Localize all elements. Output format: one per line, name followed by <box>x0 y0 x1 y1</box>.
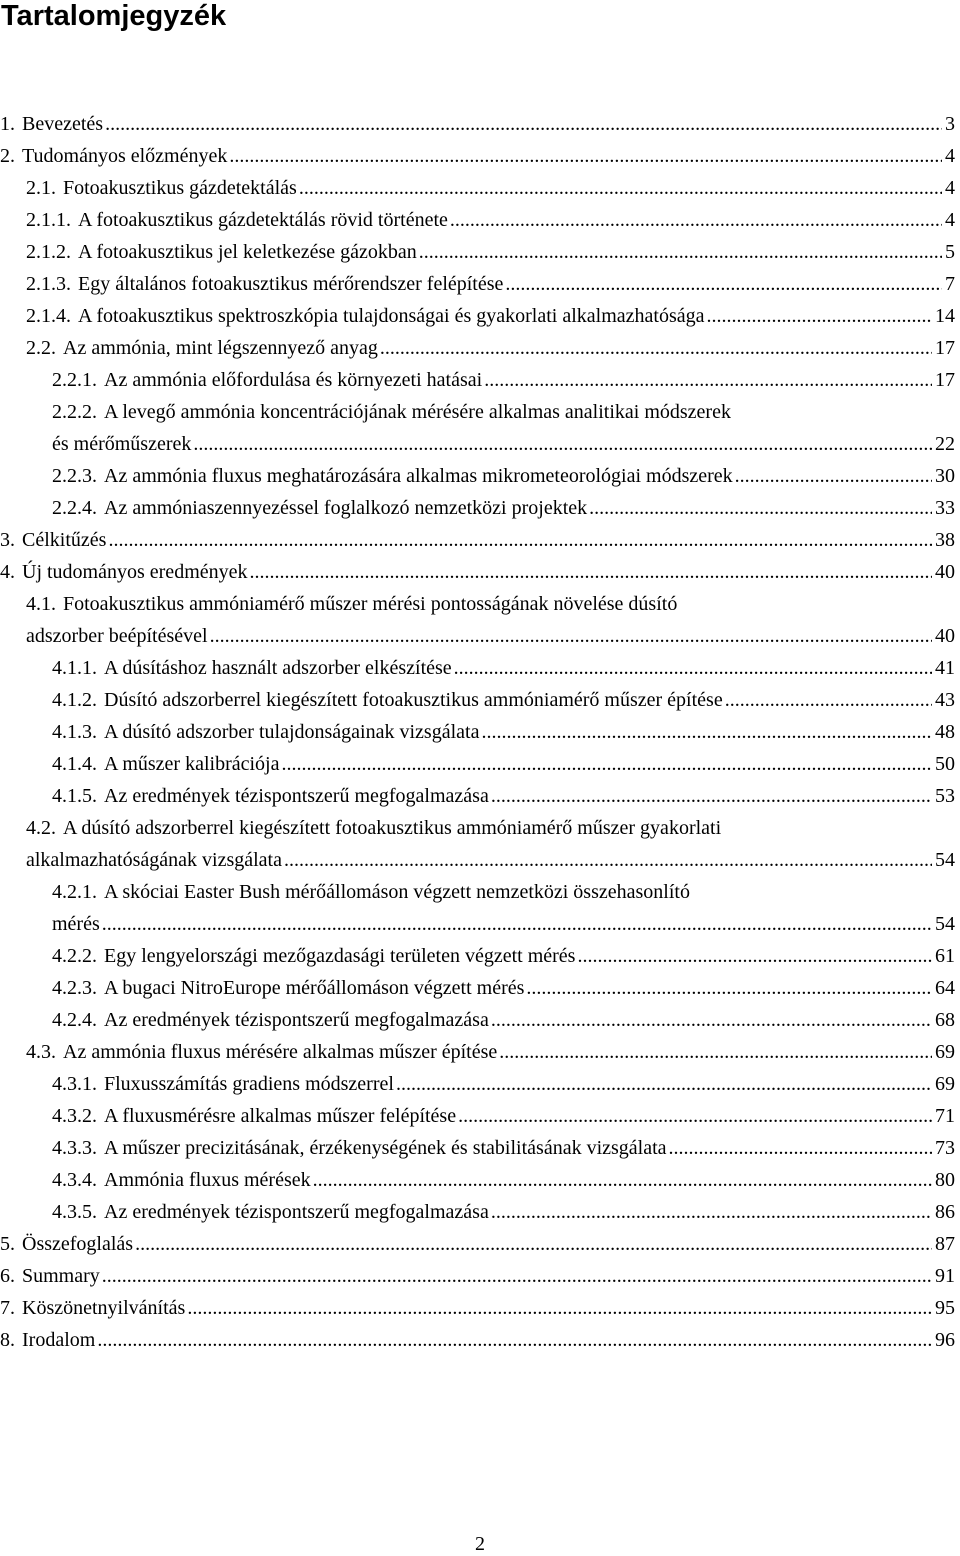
toc-entry-page: 17 <box>935 369 955 391</box>
toc-entry[interactable] <box>0 876 960 940</box>
toc-entry-title: A dúsító adszorberrel kiegészített fotoakusztikus ammóniamérő műszer gyakorlati <box>63 817 722 839</box>
toc-entry-page: 54 <box>935 913 955 935</box>
toc-entry-number: 3. <box>0 529 15 551</box>
toc-entry-number: 4.1.4. <box>52 753 97 775</box>
toc-entry[interactable] <box>0 364 960 396</box>
dot-leader <box>282 748 933 780</box>
toc-entry-line <box>0 1260 960 1292</box>
toc-entry-page: 7 <box>945 273 955 295</box>
toc-entry-number: 4.3.5. <box>52 1201 97 1223</box>
toc-entry-line <box>0 204 960 236</box>
toc-entry[interactable] <box>0 748 960 780</box>
toc-entry-line <box>0 1004 960 1036</box>
toc-entry-number: 2.2.4. <box>52 497 97 519</box>
toc-entry[interactable] <box>0 1324 960 1356</box>
toc-entry-title: Az eredmények tézispontszerű megfogalmazása <box>104 785 489 807</box>
toc-entry-number: 2.2.3. <box>52 465 97 487</box>
toc-entry-title: Köszönetnyilvánítás <box>22 1297 186 1319</box>
dot-leader <box>102 908 932 940</box>
toc-entry-number: 1. <box>0 113 15 135</box>
toc-entry-line <box>0 716 960 748</box>
toc-entry-title: Fotoakusztikus gázdetektálás <box>63 177 297 199</box>
toc-entry-page: 38 <box>935 529 955 551</box>
toc-entry-title: Az eredmények tézispontszerű megfogalmazása <box>104 1201 489 1223</box>
toc-entry[interactable] <box>0 300 960 332</box>
toc-entry-number: 5. <box>0 1233 15 1255</box>
toc-entry-page: 50 <box>935 753 955 775</box>
toc-entry-number: 4.1. <box>26 593 56 615</box>
toc-entry[interactable] <box>0 108 960 140</box>
toc-entry-title: Az eredmények tézispontszerű megfogalmazása <box>104 1009 489 1031</box>
dot-leader <box>454 652 932 684</box>
toc-entry-title: Tudományos előzmények <box>22 145 228 167</box>
toc-entry[interactable] <box>0 172 960 204</box>
toc-entry-title: Az ammóniaszennyezéssel foglalkozó nemzetközi projektek <box>104 497 588 519</box>
dot-leader <box>735 460 932 492</box>
toc-entry-line <box>0 108 960 140</box>
toc-entry-page: 69 <box>935 1073 955 1095</box>
toc-entry-continuation-line <box>0 620 960 652</box>
dot-leader <box>491 1004 932 1036</box>
toc-entry-page: 14 <box>935 305 955 327</box>
toc-entry-title: A levegő ammónia koncentrációjának mérésére alkalmas analitikai módszerek <box>104 401 731 423</box>
toc-entry-continuation-line <box>0 908 960 940</box>
toc-entry-page: 69 <box>935 1041 955 1063</box>
toc-entry-number: 4.2.3. <box>52 977 97 999</box>
toc-entry-page: 73 <box>935 1137 955 1159</box>
toc-entry-number: 4.3.3. <box>52 1137 97 1159</box>
dot-leader <box>707 300 933 332</box>
toc-entry-page: 54 <box>935 849 955 871</box>
toc-entry[interactable] <box>0 1260 960 1292</box>
toc-entry-line <box>0 1132 960 1164</box>
dot-leader <box>481 716 932 748</box>
dot-leader <box>193 428 932 460</box>
toc-entry-line <box>0 1164 960 1196</box>
toc-entry-number: 2.1.4. <box>26 305 71 327</box>
toc-entry[interactable] <box>0 204 960 236</box>
toc-entry-number: 8. <box>0 1329 15 1351</box>
toc-entry-page: 41 <box>935 657 955 679</box>
toc-entry-line <box>0 1292 960 1324</box>
toc-entry[interactable] <box>0 524 960 556</box>
toc-entry-first-line <box>0 396 960 428</box>
toc-entry-page: 43 <box>935 689 955 711</box>
toc-entry-line <box>0 940 960 972</box>
toc-entry-title: Irodalom <box>22 1329 96 1351</box>
toc-entry-page: 68 <box>935 1009 955 1031</box>
toc-entry-title: Az ammónia fluxus mérésére alkalmas műszer építése <box>63 1041 498 1063</box>
toc-entry-title: Bevezetés <box>22 113 104 135</box>
toc-entry[interactable] <box>0 1164 960 1196</box>
toc-entry-page: 53 <box>935 785 955 807</box>
dot-leader <box>105 108 942 140</box>
toc-entry-number: 4.3.2. <box>52 1105 97 1127</box>
dot-leader <box>135 1228 932 1260</box>
toc-entry-title-continuation: adszorber beépítésével <box>26 625 208 647</box>
dot-leader <box>108 524 932 556</box>
toc-entry-line <box>0 1196 960 1228</box>
toc-entry-number: 2.2.2. <box>52 401 97 423</box>
toc-entry-number: 4.3. <box>26 1041 56 1063</box>
toc-entry-line <box>0 172 960 204</box>
toc-entry[interactable] <box>0 332 960 364</box>
toc-entry-continuation-line <box>0 844 960 876</box>
toc-entry-line <box>0 556 960 588</box>
toc-entry-title: Egy általános fotoakusztikus mérőrendszer felépítése <box>78 273 504 295</box>
toc-entry-number: 4.2.2. <box>52 945 97 967</box>
toc-entry-page: 5 <box>945 241 955 263</box>
toc-entry-line <box>0 972 960 1004</box>
toc-entry-page: 95 <box>935 1297 955 1319</box>
toc-entry-first-line <box>0 876 960 908</box>
toc-entry-line <box>0 748 960 780</box>
dot-leader <box>396 1068 932 1100</box>
page-title: Tartalomjegyzék <box>1 0 227 32</box>
toc-entry-title: Az ammónia, mint légszennyező anyag <box>63 337 378 359</box>
dot-leader <box>187 1292 932 1324</box>
toc-entry-line <box>0 1100 960 1132</box>
toc-entry-page: 48 <box>935 721 955 743</box>
toc-entry-line <box>0 268 960 300</box>
toc-entry-number: 4.2.4. <box>52 1009 97 1031</box>
toc-entry-line <box>0 300 960 332</box>
dot-leader <box>499 1036 932 1068</box>
toc-entry-line <box>0 364 960 396</box>
toc-entry[interactable] <box>0 1132 960 1164</box>
toc-entry[interactable] <box>0 1292 960 1324</box>
toc-entry-first-line <box>0 588 960 620</box>
toc-entry-title: Egy lengyelországi mezőgazdasági területen végzett mérés <box>104 945 576 967</box>
toc-entry-page: 30 <box>935 465 955 487</box>
dot-leader <box>484 364 932 396</box>
toc-entry-title: A fotoakusztikus jel keletkezése gázokban <box>78 241 417 263</box>
toc-entry-number: 4.2. <box>26 817 56 839</box>
toc-entry[interactable] <box>0 460 960 492</box>
toc-entry-page: 87 <box>935 1233 955 1255</box>
dot-leader <box>669 1132 932 1164</box>
toc-entry[interactable] <box>0 236 960 268</box>
dot-leader <box>589 492 932 524</box>
toc-entry-title-continuation: alkalmazhatóságának vizsgálata <box>26 849 282 871</box>
toc-entry-number: 4.1.1. <box>52 657 97 679</box>
toc-entry-title: A dúsító adszorber tulajdonságainak vizsgálata <box>104 721 480 743</box>
dot-leader <box>299 172 942 204</box>
toc-entry-line <box>0 1228 960 1260</box>
toc-entry[interactable] <box>0 1036 960 1068</box>
toc-entry-page: 80 <box>935 1169 955 1191</box>
toc-entry-title: Összefoglalás <box>22 1233 134 1255</box>
dot-leader <box>229 140 942 172</box>
toc-entry-page: 61 <box>935 945 955 967</box>
toc-entry-page: 33 <box>935 497 955 519</box>
toc-entry-line <box>0 652 960 684</box>
toc-entry[interactable] <box>0 972 960 1004</box>
toc-entry-title: A fluxusmérésre alkalmas műszer felépítése <box>104 1105 457 1127</box>
toc-entry-line <box>0 460 960 492</box>
toc-entry-line <box>0 1068 960 1100</box>
toc-entry-number: 2.1. <box>26 177 56 199</box>
toc-entry-line <box>0 684 960 716</box>
toc-entry-first-line <box>0 812 960 844</box>
toc-entry-title: A műszer kalibrációja <box>104 753 280 775</box>
toc-entry-continuation-line <box>0 428 960 460</box>
toc-entry-number: 4.1.3. <box>52 721 97 743</box>
toc-entry[interactable] <box>0 780 960 812</box>
toc-entry-line <box>0 780 960 812</box>
toc-entry-line <box>0 1036 960 1068</box>
dot-leader <box>284 844 932 876</box>
toc-entry[interactable] <box>0 940 960 972</box>
toc-entry-title: Summary <box>22 1265 100 1287</box>
toc-entry-line <box>0 492 960 524</box>
toc-entry-title-continuation: mérés <box>52 913 100 935</box>
toc-entry-number: 4. <box>0 561 15 583</box>
toc-entry[interactable] <box>0 1100 960 1132</box>
toc-entry-line <box>0 332 960 364</box>
dot-leader <box>210 620 932 652</box>
toc-entry-page: 64 <box>935 977 955 999</box>
dot-leader <box>450 204 942 236</box>
toc-entry-title: A fotoakusztikus spektroszkópia tulajdonságai és gyakorlati alkalmazhatósága <box>78 305 705 327</box>
toc-entry-page: 4 <box>945 209 955 231</box>
toc-entry[interactable] <box>0 556 960 588</box>
toc-entry[interactable] <box>0 268 960 300</box>
toc-entry-number: 2. <box>0 145 15 167</box>
toc-entry[interactable] <box>0 652 960 684</box>
dot-leader <box>380 332 932 364</box>
toc-entry[interactable] <box>0 812 960 876</box>
toc-entry-number: 4.3.1. <box>52 1073 97 1095</box>
toc-entry-title: A fotoakusztikus gázdetektálás rövid története <box>78 209 448 231</box>
dot-leader <box>97 1324 932 1356</box>
toc-entry-page: 4 <box>945 177 955 199</box>
toc-entry[interactable] <box>0 588 960 652</box>
toc-entry-title: Az ammónia fluxus meghatározására alkalmas mikrometeorológiai módszerek <box>104 465 733 487</box>
toc-entry[interactable] <box>0 716 960 748</box>
toc-entry-number: 2.1.2. <box>26 241 71 263</box>
dot-leader <box>526 972 932 1004</box>
toc-entry[interactable] <box>0 396 960 460</box>
toc-entry[interactable] <box>0 1228 960 1260</box>
toc-entry-title: Fluxusszámítás gradiens módszerrel <box>104 1073 394 1095</box>
toc-entry[interactable] <box>0 1068 960 1100</box>
toc-entry-page: 40 <box>935 561 955 583</box>
toc-entry-number: 4.3.4. <box>52 1169 97 1191</box>
toc-entry-page: 17 <box>935 337 955 359</box>
dot-leader <box>458 1100 932 1132</box>
toc-entry-title: A skóciai Easter Bush mérőállomáson végzett nemzetközi összehasonlító <box>104 881 690 903</box>
toc-entry-title-continuation: és mérőműszerek <box>52 433 192 455</box>
toc-entry-page: 22 <box>935 433 955 455</box>
toc-entry-page: 91 <box>935 1265 955 1287</box>
toc-entry-page: 71 <box>935 1105 955 1127</box>
toc-entry-number: 2.2.1. <box>52 369 97 391</box>
toc-entry-title: A műszer precizitásának, érzékenységének és stabilitásának vizsgálata <box>104 1137 667 1159</box>
toc-entry[interactable] <box>0 492 960 524</box>
dot-leader <box>505 268 942 300</box>
dot-leader <box>313 1164 932 1196</box>
toc-entry-page: 96 <box>935 1329 955 1351</box>
toc-entry-title: Dúsító adszorberrel kiegészített fotoakusztikus ammóniamérő műszer építése <box>104 689 723 711</box>
toc-entry[interactable] <box>0 140 960 172</box>
toc-entry-line <box>0 1324 960 1356</box>
toc-entry-page: 4 <box>945 145 955 167</box>
dot-leader <box>577 940 932 972</box>
dot-leader <box>419 236 942 268</box>
table-of-contents <box>0 108 960 1356</box>
toc-entry-number: 4.2.1. <box>52 881 97 903</box>
toc-entry-page: 3 <box>945 113 955 135</box>
toc-entry-title: Ammónia fluxus mérések <box>104 1169 311 1191</box>
toc-entry-title: A bugaci NitroEurope mérőállomáson végzett mérés <box>104 977 525 999</box>
toc-entry-title: Célkitűzés <box>22 529 107 551</box>
toc-entry-number: 6. <box>0 1265 15 1287</box>
toc-entry-line <box>0 236 960 268</box>
toc-entry-number: 4.1.5. <box>52 785 97 807</box>
dot-leader <box>725 684 932 716</box>
toc-entry-number: 2.2. <box>26 337 56 359</box>
toc-entry[interactable] <box>0 684 960 716</box>
toc-entry[interactable] <box>0 1196 960 1228</box>
toc-entry-number: 2.1.3. <box>26 273 71 295</box>
toc-entry-title: A dúsításhoz használt adszorber elkészítése <box>104 657 452 679</box>
page-number: 2 <box>475 1533 485 1555</box>
dot-leader <box>491 780 932 812</box>
toc-entry-page: 40 <box>935 625 955 647</box>
toc-entry-title: Az ammónia előfordulása és környezeti hatásai <box>104 369 483 391</box>
toc-entry-line <box>0 140 960 172</box>
dot-leader <box>102 1260 932 1292</box>
toc-entry-number: 4.1.2. <box>52 689 97 711</box>
toc-entry[interactable] <box>0 1004 960 1036</box>
toc-entry-number: 7. <box>0 1297 15 1319</box>
toc-entry-page: 86 <box>935 1201 955 1223</box>
dot-leader <box>250 556 933 588</box>
toc-entry-number: 2.1.1. <box>26 209 71 231</box>
toc-entry-title: Fotoakusztikus ammóniamérő műszer mérési pontosságának növelése dúsító <box>63 593 678 615</box>
toc-entry-title: Új tudományos eredmények <box>22 561 248 583</box>
toc-entry-line <box>0 524 960 556</box>
dot-leader <box>491 1196 932 1228</box>
